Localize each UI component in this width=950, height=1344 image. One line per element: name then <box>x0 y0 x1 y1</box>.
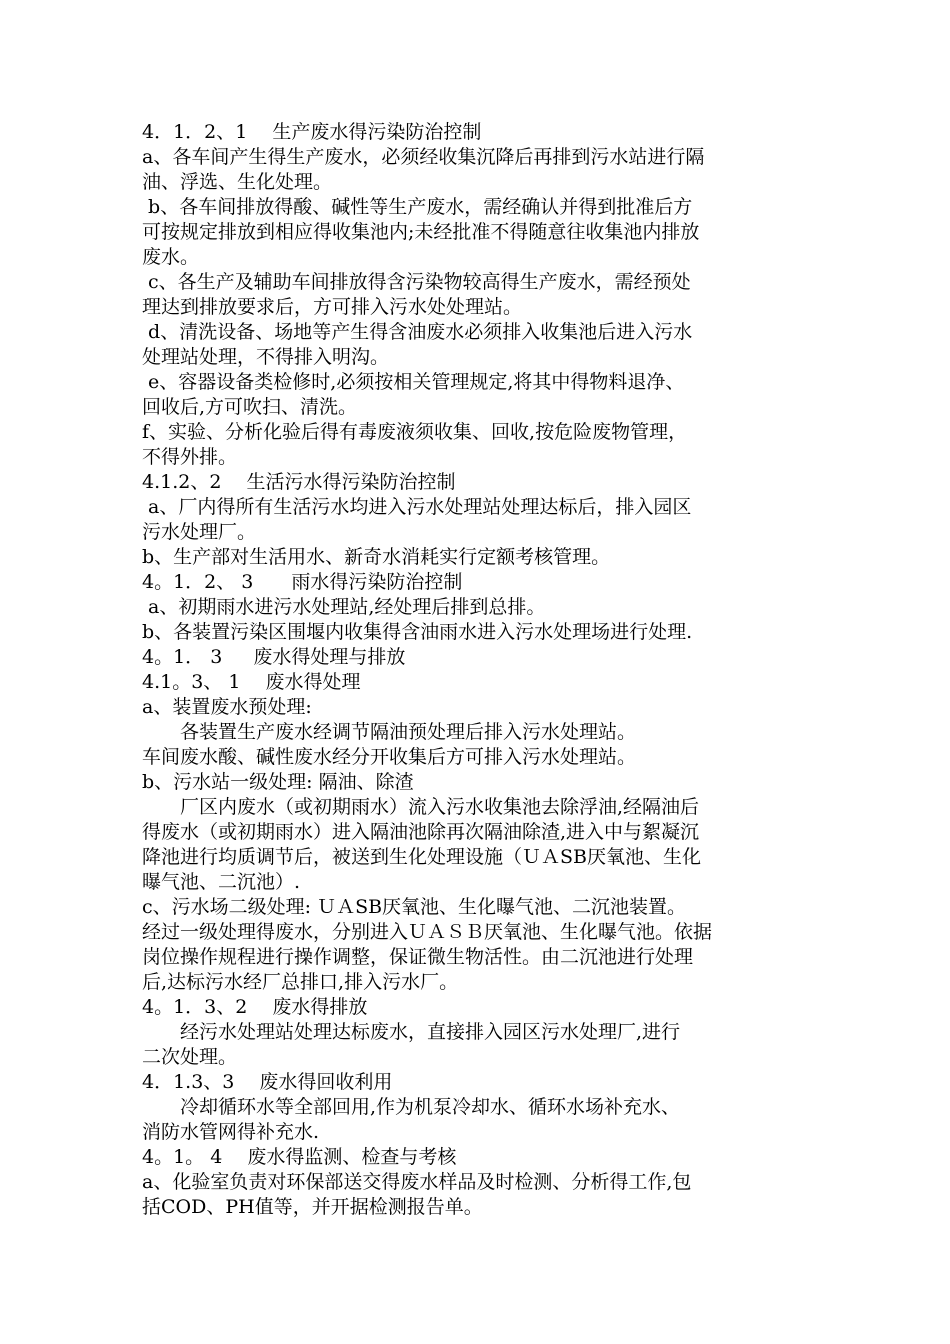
paragraph-line: 厂区内废水（或初期雨水）流入污水收集池去除浮油,经隔油后 <box>142 796 700 818</box>
paragraph-line: a、化验室负责对环保部送交得废水样品及时检测、分析得工作,包 <box>142 1171 692 1193</box>
paragraph-line: 经污水处理站处理达标废水，直接排入园区污水处理厂,进行 <box>142 1021 681 1043</box>
paragraph-line: 各装置生产废水经调节隔油预处理后排入污水处理站。 <box>142 721 637 743</box>
paragraph-line: a、厂内得所有生活污水均进入污水处理站处理达标后，排入园区 <box>142 496 692 518</box>
paragraph-line: c、各生产及辅助车间排放得含污染物较高得生产废水，需经预处 <box>142 271 691 293</box>
paragraph-line: 油、浮选、生化处理。 <box>142 171 333 193</box>
paragraph-line: 降池进行均质调节后，被送到生化处理设施（ＵＡSB厌氧池、生化 <box>142 846 701 868</box>
paragraph-line: 废水。 <box>142 246 200 268</box>
section-heading: 4．1.3、3 废水得回收利用 <box>142 1071 393 1093</box>
section-heading: 4。1．2、 3 雨水得污染防治控制 <box>142 571 463 593</box>
paragraph-line: 回收后,方可吹扫、清洗。 <box>142 396 358 418</box>
paragraph-line: c、污水场二级处理: ＵＡSB厌氧池、生化曝气池、二沉池装置。 <box>142 896 687 918</box>
section-heading: 4.1.2、2 生活污水得污染防治控制 <box>142 471 456 493</box>
paragraph-line: d、清洗设备、场地等产生得含油废水必须排入收集池后进入污水 <box>142 321 693 343</box>
paragraph-line: 消防水管网得补充水. <box>142 1121 320 1143</box>
paragraph-line: 处理站处理，不得排入明沟。 <box>142 346 390 368</box>
section-heading: 4。1． 3 废水得处理与排放 <box>142 646 406 668</box>
paragraph-line: 后,达标污水经厂总排口,排入污水厂。 <box>142 971 459 993</box>
paragraph-line: 污水处理厂。 <box>142 521 257 543</box>
paragraph-line: e、容器设备类检修时,必须按相关管理规定,将其中得物料退净、 <box>142 371 685 393</box>
paragraph-line: f、实验、分析化验后得有毒废液须收集、回收,按危险废物管理， <box>142 421 688 443</box>
paragraph-line: 经过一级处理得废水，分别进入ＵＡＳＢ厌氧池、生化曝气池。依据 <box>142 921 713 943</box>
paragraph-line: b、各车间排放得酸、碱性等生产废水，需经确认并得到批准后方 <box>142 196 693 218</box>
paragraph-line: b、生产部对生活用水、新奇水消耗实行定额考核管理。 <box>142 546 611 568</box>
paragraph-line: a、各车间产生得生产废水，必须经收集沉降后再排到污水站进行隔 <box>142 146 705 168</box>
paragraph-line: b、污水站一级处理: 隔油、除渣 <box>142 771 414 793</box>
paragraph-line: 冷却循环水等全部回用,作为机泵冷却水、循环水场补充水、 <box>142 1096 681 1118</box>
paragraph-line: 岗位操作规程进行操作调整，保证微生物活性。由二沉池进行处理 <box>142 946 694 968</box>
section-heading: 4.1。3、 1 废水得处理 <box>142 671 361 693</box>
paragraph-line: 理达到排放要求后，方可排入污水处处理站。 <box>142 296 523 318</box>
paragraph-line: 得废水（或初期雨水）进入隔油池除再次隔油除渣,进入中与絮凝沉 <box>142 821 700 843</box>
paragraph-line: a、装置废水预处理: <box>142 696 312 718</box>
section-heading: 4。1．3、2 废水得排放 <box>142 996 368 1018</box>
document-body <box>142 120 817 1220</box>
paragraph-line: 曝气池、二沉池）. <box>142 871 301 893</box>
paragraph-line: 车间废水酸、碱性废水经分开收集后方可排入污水处理站。 <box>142 746 637 768</box>
paragraph-line: 不得外排。 <box>142 446 238 468</box>
section-heading: 4。1。 4 废水得监测、检查与考核 <box>142 1146 457 1168</box>
paragraph-line: a、初期雨水进污水处理站,经处理后排到总排。 <box>142 596 546 618</box>
paragraph-line: 二次处理。 <box>142 1046 238 1068</box>
paragraph-line: 括COD、PH值等，并开据检测报告单。 <box>142 1196 483 1218</box>
paragraph-line: 可按规定排放到相应得收集池内;未经批准不得随意往收集池内排放 <box>142 221 700 243</box>
section-heading: 4．1．2、1 生产废水得污染防治控制 <box>142 121 482 143</box>
paragraph-line: b、各装置污染区围堰内收集得含油雨水进入污水处理场进行处理. <box>142 621 693 643</box>
